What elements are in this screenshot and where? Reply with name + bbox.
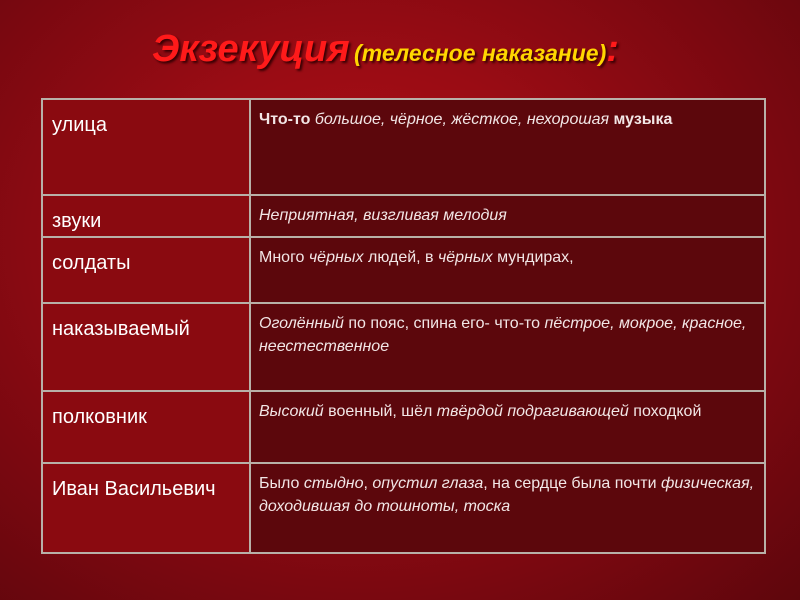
row-description — [250, 463, 765, 553]
table-row — [42, 391, 765, 463]
description-fragment: походкой — [628, 403, 702, 420]
description-fragment: , на сердце была почти — [483, 475, 662, 492]
row-description — [250, 99, 765, 195]
title-subtitle: (телесное наказание) — [354, 40, 607, 66]
row-description — [250, 391, 765, 463]
description-fragment: музыка — [613, 111, 673, 128]
slide-title — [152, 28, 619, 78]
description-fragment: Было — [259, 475, 304, 492]
description-fragment: стыдно — [303, 475, 364, 492]
row-description — [250, 303, 765, 391]
title-main: Экзекуция — [152, 28, 350, 70]
description-fragment: опустил глаза — [372, 475, 484, 492]
row-label: полковник — [42, 391, 250, 463]
row-label: солдаты — [42, 237, 250, 303]
row-description — [250, 195, 765, 237]
description-fragment: большое, чёрное, жёсткое, нехорошая — [310, 111, 614, 128]
description-fragment: Много — [259, 249, 309, 266]
description-fragment: Оголённый — [259, 315, 344, 332]
description-fragment: твёрдой подрагивающей — [436, 403, 629, 420]
table-row — [42, 99, 765, 195]
description-fragment: Высокий — [259, 403, 324, 420]
description-fragment: чёрных — [308, 249, 364, 266]
table-row — [42, 195, 765, 237]
table-row — [42, 303, 765, 391]
description-fragment: чёрных — [437, 249, 493, 266]
table-row — [42, 463, 765, 553]
description-fragment: мундирах, — [492, 249, 574, 266]
row-label: наказываемый — [42, 303, 250, 391]
episode-table — [41, 98, 766, 554]
row-label: Иван Васильевич — [42, 463, 250, 553]
description-fragment: Что-то — [259, 111, 311, 128]
description-fragment: Неприятная, визгливая мелодия — [259, 207, 507, 224]
description-fragment: пёстрое, мокрое, красное, неестественное — [259, 315, 747, 355]
row-label: улица — [42, 99, 250, 195]
title-colon: : — [606, 28, 619, 70]
description-fragment: по пояс, спина его- что-то — [343, 315, 545, 332]
table-row — [42, 237, 765, 303]
row-description — [250, 237, 765, 303]
description-fragment: людей, в — [363, 249, 438, 266]
description-fragment: , — [363, 475, 373, 492]
description-fragment: военный, шёл — [323, 403, 437, 420]
description-fragment: физическая, доходившая до тошноты, тоска — [259, 475, 755, 515]
row-label: звуки — [42, 195, 250, 237]
